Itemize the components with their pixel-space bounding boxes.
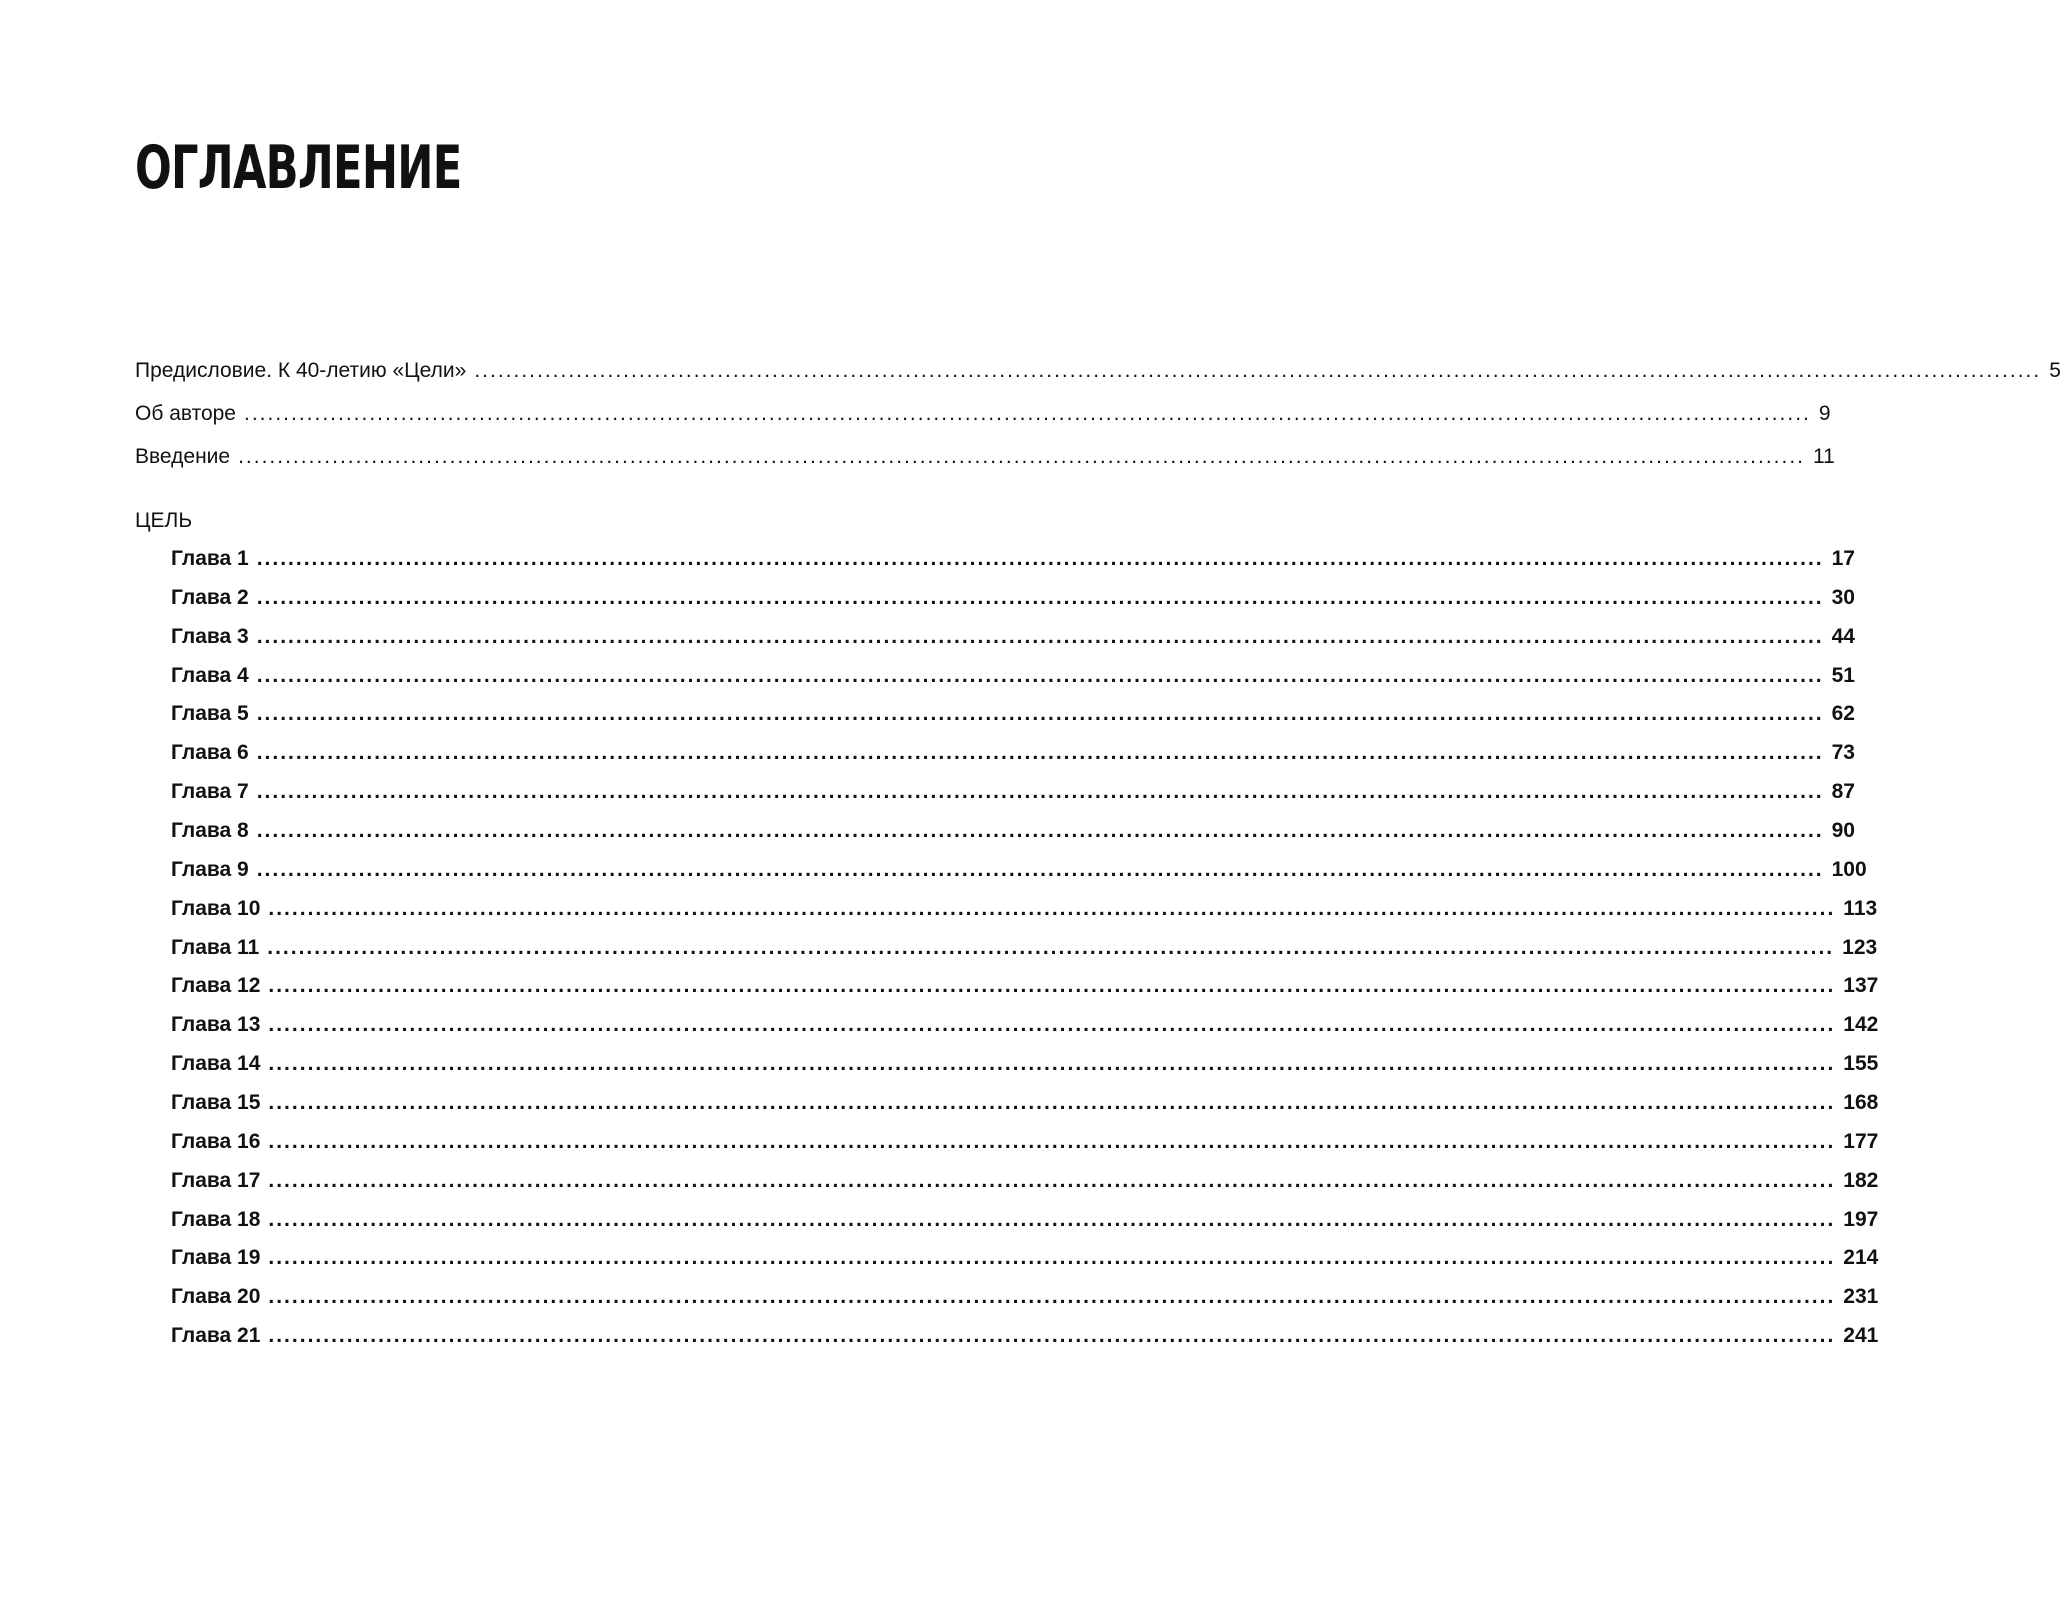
dot-leader: ........................................................................................................................................................................................................: [268, 1285, 1836, 1309]
dot-leader: ........................................................................................................................................................................................................: [256, 663, 1824, 687]
toc-entry-label: Глава 8: [171, 819, 249, 842]
toc-entry-page: 90: [1831, 819, 1855, 842]
toc-entry-chapter[interactable]: [171, 623, 1855, 651]
toc-entry-label: Глава 21: [171, 1324, 261, 1347]
toc-entry-page: 231: [1843, 1285, 1879, 1309]
toc-entry-page: 123: [1842, 935, 1878, 959]
dot-leader: ........................................................................................................................................................................................................: [256, 819, 1824, 842]
dot-leader: ........................................................................................................................................................................................................: [256, 624, 1824, 648]
toc-entry-label: Глава 2: [171, 585, 249, 609]
toc-entry-label: Глава 20: [171, 1285, 261, 1309]
toc-entry-label: Глава 18: [171, 1207, 261, 1231]
toc-entry-label: Предисловие. К 40-летию «Цели»: [135, 359, 467, 382]
dot-leader: ........................................................................................................................................................................................................: [268, 1013, 1836, 1037]
toc-entry-about-author[interactable]: [135, 400, 1831, 428]
dot-leader: ........................................................................................................................................................................................................: [268, 1129, 1836, 1153]
toc-entry-chapter[interactable]: [171, 1050, 1879, 1078]
dot-leader: ........................................................................................................................................................................................................: [256, 741, 1824, 765]
toc-entry-chapter[interactable]: [171, 584, 1855, 612]
toc-entry-page: 87: [1831, 780, 1855, 804]
toc-entry-label: Глава 12: [171, 974, 261, 998]
toc-entry-page: 155: [1843, 1052, 1879, 1075]
toc-entry-page: 241: [1843, 1324, 1879, 1347]
toc-entry-page: 113: [1843, 896, 1878, 920]
toc-entry-introduction[interactable]: [135, 443, 1835, 471]
toc-entry-label: Глава 13: [171, 1013, 261, 1037]
toc-entry-page: 17: [1831, 547, 1855, 570]
toc-entry-chapter[interactable]: [171, 856, 1867, 884]
toc-entry-page: 11: [1813, 445, 1835, 468]
dot-leader: ........................................................................................................................................................................................................: [256, 857, 1824, 881]
toc-entry-chapter[interactable]: [171, 972, 1879, 1000]
dot-leader: ........................................................................................................................................................................................................: [268, 1168, 1836, 1192]
toc-entry-page: 62: [1831, 702, 1855, 726]
toc-entry-page: 30: [1831, 585, 1855, 609]
toc-entry-label: Глава 7: [171, 780, 249, 804]
toc-entry-chapter[interactable]: [171, 934, 1878, 962]
toc-entry-label: Глава 6: [171, 741, 249, 765]
toc-entry-page: 44: [1831, 624, 1855, 648]
toc-entry-page: 197: [1843, 1207, 1879, 1231]
toc-entry-chapter[interactable]: [171, 1283, 1879, 1311]
toc-entry-page: 5: [2049, 359, 2061, 382]
toc-entry-page: 177: [1843, 1129, 1879, 1153]
toc-entry-chapter[interactable]: [171, 1322, 1879, 1350]
dot-leader: ........................................................................................................................................................................................................: [256, 780, 1824, 804]
toc-entry-preface[interactable]: [135, 357, 2061, 385]
dot-leader: ........................................................................................................................................................................................................: [268, 896, 1836, 920]
dot-leader: ........................................................................................................................................................................................................: [256, 702, 1824, 726]
toc-entry-label: Введение: [135, 445, 231, 468]
toc-entry-chapter[interactable]: [171, 895, 1878, 923]
toc-entry-label: Глава 1: [171, 547, 249, 570]
toc-entry-chapter[interactable]: [171, 1089, 1879, 1117]
toc-entry-chapter[interactable]: [171, 1244, 1879, 1272]
toc-entry-label: Глава 4: [171, 663, 249, 687]
toc-entry-page: 137: [1843, 974, 1879, 998]
dot-leader: ........................................................................................................................................................................................................: [268, 1207, 1836, 1231]
dot-leader: ........................................................................................................................................................................................................: [268, 1246, 1836, 1270]
toc-entry-label: Об авторе: [135, 402, 236, 425]
dot-leader: ........................................................................................................................................................................................................: [268, 1324, 1836, 1347]
toc-entry-label: Глава 19: [171, 1246, 261, 1270]
toc-entry-label: Глава 17: [171, 1168, 261, 1192]
toc-entry-chapter[interactable]: [171, 545, 1855, 573]
toc-entry-chapter[interactable]: [171, 1206, 1879, 1234]
toc-entry-label: Глава 14: [171, 1052, 261, 1075]
toc-entry-label: Глава 15: [171, 1090, 261, 1114]
toc-entry-page: 214: [1843, 1246, 1879, 1270]
part-title: ЦЕЛЬ: [135, 509, 193, 532]
dot-leader: ........................................................................................................................................................................................................: [268, 1090, 1836, 1114]
toc-entry-chapter[interactable]: [171, 700, 1855, 728]
toc-entry-chapter[interactable]: [171, 739, 1855, 767]
page-title: ОГЛАВЛЕНИЕ: [135, 133, 462, 203]
dot-leader: ........................................................................................................................................................................................................: [238, 445, 1805, 468]
dot-leader: ........................................................................................................................................................................................................: [268, 1052, 1836, 1075]
toc-entry-label: Глава 3: [171, 624, 249, 648]
dot-leader: ........................................................................................................................................................................................................: [268, 974, 1836, 998]
toc-entry-chapter[interactable]: [171, 1128, 1879, 1156]
toc-entry-label: Глава 10: [171, 896, 261, 920]
toc-entry-chapter[interactable]: [171, 662, 1855, 690]
toc-entry-page: 100: [1831, 857, 1867, 881]
toc-entry-label: Глава 16: [171, 1129, 261, 1153]
toc-entry-chapter[interactable]: [171, 778, 1855, 806]
toc-entry-chapter[interactable]: [171, 1167, 1879, 1195]
toc-entry-label: Глава 11: [171, 935, 260, 959]
dot-leader: ........................................................................................................................................................................................................: [256, 547, 1824, 570]
dot-leader: ........................................................................................................................................................................................................: [244, 402, 1811, 425]
toc-entry-page: 9: [1818, 402, 1831, 425]
toc-entry-page: 51: [1831, 663, 1855, 687]
toc-entry-page: 182: [1843, 1168, 1879, 1192]
toc-entry-chapter[interactable]: [171, 1011, 1879, 1039]
toc-entry-page: 168: [1843, 1090, 1879, 1114]
dot-leader: ........................................................................................................................................................................................................: [267, 935, 1835, 959]
toc-entry-chapter[interactable]: [171, 817, 1855, 845]
dot-leader: ........................................................................................................................................................................................................: [474, 359, 2042, 382]
toc-entry-page: 142: [1843, 1013, 1879, 1037]
toc-entry-label: Глава 5: [171, 702, 249, 726]
toc-entry-label: Глава 9: [171, 857, 249, 881]
dot-leader: ........................................................................................................................................................................................................: [256, 585, 1824, 609]
toc-entry-page: 73: [1831, 741, 1855, 765]
